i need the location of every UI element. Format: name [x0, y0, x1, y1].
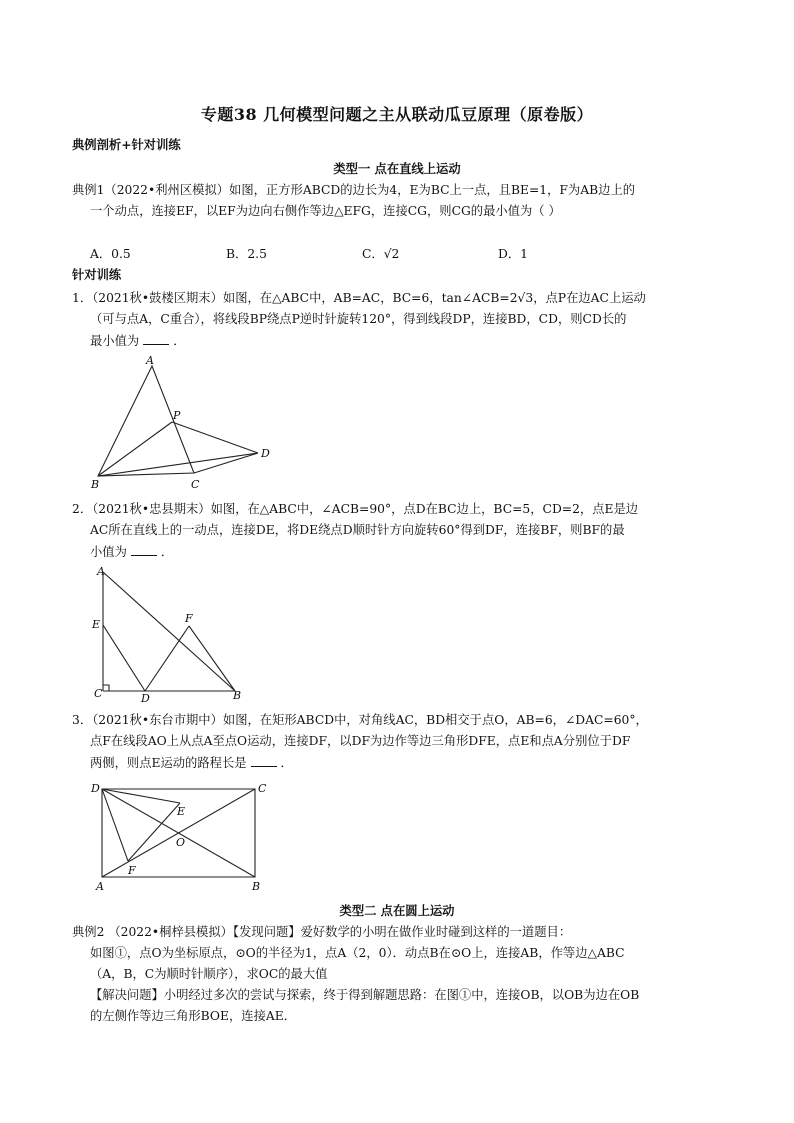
q1-line3-end: ． — [173, 334, 186, 348]
label-b: B — [91, 478, 100, 491]
segment-bd — [98, 453, 258, 476]
section-header: 典例剖析+针对训练 — [72, 137, 181, 152]
label-d: D — [91, 782, 100, 795]
example2-line1: 典例2 （2022•桐梓县模拟）【发现问题】爱好数学的小明在做作业时碰到这样的一道题目： — [72, 925, 572, 939]
type1-title: 类型一 点在直线上运动 — [333, 161, 461, 176]
example2-line2: 如图①，点O为坐标原点，⊙O的半径为1，点A（2，0）．动点B在⊙O上，连接AB，作等边△ABC — [90, 946, 625, 960]
q3-line3 — [90, 756, 293, 769]
q2-line2: AC所在直线上的一动点，连接DE，将DE绕点D顺时针方向旋转60°得到DF，连接BF，则BF的最 — [90, 523, 625, 537]
q3-line2: 点F在线段AO上从点A至点O运动，连接DF，以DF为边作等边三角形DFE，点E和点A分别位于DF — [90, 734, 631, 748]
q1-line3 — [90, 334, 186, 347]
segment-ef — [128, 803, 180, 861]
answer-blank — [143, 334, 169, 345]
segment-df — [102, 789, 128, 861]
q2-figure — [88, 562, 248, 705]
label-c: C — [94, 687, 103, 700]
example2-line4: 【解决问题】小明经过多次的尝试与探索，终于得到解题思路：在图①中，连接OB，以OB为边在OB — [90, 988, 640, 1002]
segment-bp — [98, 422, 172, 476]
segment-ab — [103, 572, 235, 691]
option-c: C．√2 — [362, 247, 400, 261]
q2-line3-text: 小值为 — [90, 545, 127, 559]
q2-line3-end: ． — [160, 545, 174, 559]
q3-line1: 3．（2021秋•东台市期中）如图，在矩形ABCD中，对角线AC，BD相交于点O，AB=6，∠DAC=60°， — [72, 713, 648, 727]
example1-line1: 典例1（2022•利州区模拟）如图，正方形ABCD的边长为4，E为BC上一点，且BE=1，F为AB边上的 — [72, 183, 636, 197]
answer-blank — [251, 756, 277, 767]
option-d: D．1 — [498, 247, 528, 261]
label-e: E — [177, 805, 186, 818]
q1-line1: 1．（2021秋•鼓楼区期末）如图，在△ABC中，AB=AC，BC=6，tan∠ACB=2√3，点P在边AC上运动 — [72, 291, 646, 305]
option-a: A．0.5 — [90, 247, 131, 261]
label-f: F — [185, 612, 193, 625]
q1-line2: （可与点A，C重合），将线段BP绕点P逆时针旋转120°，得到线段DP，连接BD，CD，则CD长的 — [90, 312, 627, 326]
label-p: P — [173, 409, 181, 422]
answer-blank — [131, 545, 157, 556]
q3-line3-text: 两侧，则点E运动的路程长是 — [90, 756, 247, 770]
label-c: C — [258, 782, 267, 795]
training-header: 针对训练 — [72, 267, 122, 282]
type2-title: 类型二 点在圆上运动 — [339, 903, 455, 918]
label-e: E — [92, 618, 101, 631]
right-angle-mark — [103, 685, 109, 691]
q2-line1: 2．（2021秋•忠县期末）如图，在△ABC中，∠ACB=90°，点D在BC边上，BC=5，CD=2，点E是边 — [72, 502, 639, 516]
label-b: B — [252, 880, 261, 893]
segment-df — [145, 626, 189, 691]
example2-line5: 的左侧作等边三角形BOE，连接AE． — [90, 1009, 297, 1023]
q2-line3 — [90, 545, 173, 558]
q3-line3-end: ． — [280, 756, 293, 770]
segment-fb — [189, 626, 235, 691]
label-f: F — [128, 864, 136, 877]
label-a: A — [97, 565, 105, 578]
label-d: D — [141, 692, 150, 705]
example1-line2: 一个动点，连接EF，以EF为边向右侧作等边△EFG，连接CG，则CG的最小值为（ ） — [90, 204, 561, 218]
label-c: C — [191, 478, 200, 491]
segment-ed — [103, 625, 145, 691]
label-o: O — [176, 836, 186, 849]
example2-line3: （A，B，C为顺时针顺序），求OC的最大值 — [90, 967, 328, 981]
option-b: B．2.5 — [226, 247, 267, 261]
q1-line3-text: 最小值为 — [90, 334, 140, 348]
label-d: D — [261, 447, 270, 460]
label-a: A — [146, 354, 154, 367]
label-b: B — [233, 689, 242, 702]
document-title: 专题38 几何模型问题之主从联动瓜豆原理（原卷版） — [200, 105, 594, 124]
q3-figure — [88, 778, 278, 894]
label-a: A — [96, 880, 104, 893]
q1-figure — [86, 356, 286, 492]
segment-cd — [194, 453, 258, 473]
